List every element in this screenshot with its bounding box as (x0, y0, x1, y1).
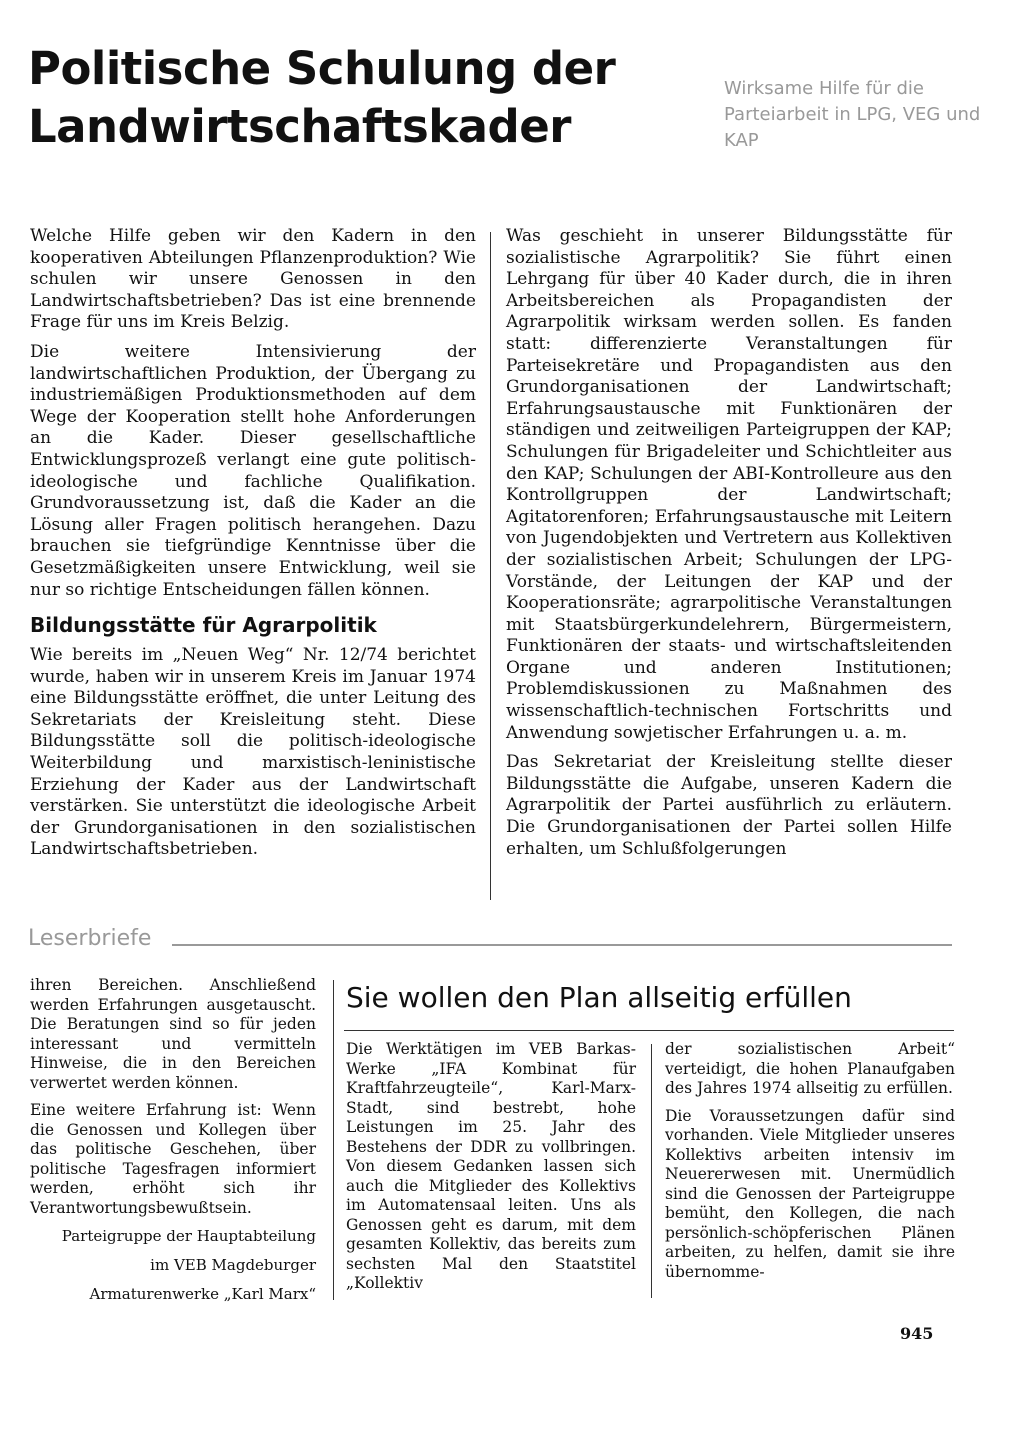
headline-rule (344, 1030, 954, 1031)
column-divider (651, 1044, 652, 1298)
page-number: 945 (900, 1324, 934, 1343)
paragraph: Die Werktätigen im VEB Barkas-Werke „IFA Kombinat für Kraftfahrzeugteile“, Karl-Marx-Stadt, sind bestrebt, hohe Leistungen im 25. Jahr des Bestehens der DDR zu vollbringen. Von diesem Gedanken lassen sich auch die Mitglieder des Kollektivs im Automatensaal leiten. Uns als Genossen geht es darum, mit dem gesamten Kollektiv, das bereits zum sechsten Mal den Staatstitel „Kollektiv (346, 1040, 636, 1292)
section-rule (172, 944, 952, 946)
paragraph: ihren Bereichen. Anschließend werden Erfahrungen ausgetauscht. Die Beratungen sind so für jeden interessant und vermitteln Hinweise, die in den Bereichen verwertet werden können. (30, 976, 316, 1092)
article-column-2 (506, 226, 952, 868)
paragraph: Was geschieht in unserer Bildungsstätte für sozialistische Agrarpolitik? Sie führt einen Lehrgang für über 40 Kader durch, die in ihren Arbeitsbereichen als Propagandisten der Agrarpolitik wirksam werden sollen. Es fanden statt: differenzierte Veranstaltungen für Parteisekretäre und Propagandisten aus den Grundorganisationen der Landwirtschaft; Erfahrungsaustausche mit Funktionären der ständigen und zeitweiligen Parteigruppen der KAP; Schulungen für Brigadeleiter und Schichtleiter aus den KAP; Schulungen der ABI-Kontrolleure aus den Kontrollgruppen der Landwirtschaft; Agitatorenforen; Erfahrungsaustausche mit Leitern von Jugendobjekten und Vertretern aus Kollektiven der sozialistischen Arbeit; Schulungen der LPG-Vorstände, der Leitungen der KAP und der Kooperationsräte; agrarpolitische Veranstaltungen mit Staatsbürgerkundelehrern, Bürgermeistern, Funktionären der staats- und wirtschaftsleitenden Organe und anderen Institutionen; Problemdiskussionen zu Maßnahmen des wissenschaftlich-technischen Fortschritts und Anwendung sowjetischer Erfahrungen u. a. m. (506, 226, 952, 743)
letter-column-a (346, 1040, 636, 1302)
column-divider (490, 232, 491, 900)
paragraph: Eine weitere Erfahrung ist: Wenn die Genossen und Kollegen über das politische Geschehen, über politische Tagesfragen informiert werden, erhöht sich ihr Verantwortungsbewußtsein. (30, 1101, 316, 1217)
signature-line: Armaturenwerke „Karl Marx“ (89, 1285, 316, 1303)
page-title: Politische Schulung der Landwirtschaftskader (28, 42, 616, 153)
paragraph: Wie bereits im „Neuen Weg“ Nr. 12/74 berichtet wurde, haben wir in unserem Kreis im Januar 1974 eine Bildungsstätte eröffnet, die unter Leitung des Sekretariats der Kreisleitung steht. Diese Bildungsstätte soll die politisch-ideologische Weiterbildung und marxistisch-leninistische Erziehung der Kader aus der Landwirtschaft verstärken. Sie unterstützt die ideologische Arbeit der Grundorganisationen in den sozialistischen Landwirtschaftsbetrieben. (30, 645, 476, 860)
article-column-1 (30, 226, 476, 869)
signature-line: Parteigruppe der Hauptabteilung (61, 1227, 316, 1245)
subheading: Bildungsstätte für Agrarpolitik (30, 613, 377, 638)
paragraph: Das Sekretariat der Kreisleitung stellte dieser Bildungsstätte die Aufgabe, unseren Kadern die Agrarpolitik der Partei ausführlich zu erläutern. Die Grundorganisationen der Partei sollen Hilfe erhalten, um Schlußfolgerungen (506, 752, 952, 859)
signature-line: im VEB Magdeburger (150, 1256, 316, 1274)
section-label: Leserbriefe (28, 926, 152, 951)
paragraph: Die Voraussetzungen dafür sind vorhanden. Viele Mitglieder unseres Kollektivs arbeiten intensiv im Neuererwesen mit. Unermüdlich sind die Genossen der Parteigruppe bemüht, den Kollegen, die nach persönlich-schöpferischen Plänen arbeiten, zu helfen, damit sie ihre übernomme- (665, 1106, 955, 1281)
paragraph: der sozialistischen Arbeit“ verteidigt, die hohen Planaufgaben des Jahres 1974 allseitig zu erfüllen. (665, 1040, 955, 1097)
letter-column-b (665, 1040, 955, 1290)
letter-headline: Sie wollen den Plan allseitig erfüllen (346, 981, 852, 1014)
paragraph: Die weitere Intensivierung der landwirtschaftlichen Produktion, der Übergang zu industriemäßigen Produktionsmethoden auf dem Wege der Kooperation stellt hohe Anforderungen an die Kader. Dieser gesellschaftliche Entwicklungsprozeß verlangt eine gute politisch-ideologische und fachliche Qualifikation. Grundvoraussetzung ist, daß die Kader an die Lösung aller Fragen politisch herangehen. Dazu brauchen sie tiefgründige Kenntnisse über die Gesetzmäßigkeiten unsere Entwicklung, weil sie nur so richtige Entscheidungen fällen können. (30, 341, 476, 600)
column-divider (333, 980, 334, 1300)
letter-continued-column (30, 976, 316, 1313)
kicker-text: Wirksame Hilfe für die Parteiarbeit in LPG, VEG und KAP (724, 78, 981, 151)
paragraph: Welche Hilfe geben wir den Kadern in den kooperativen Abteilungen Pflanzenproduktion? Wie schulen wir unsere Genossen in den Landwirtschaftsbetrieben? Das ist eine brennende Frage für uns im Kreis Belzig. (30, 226, 476, 333)
